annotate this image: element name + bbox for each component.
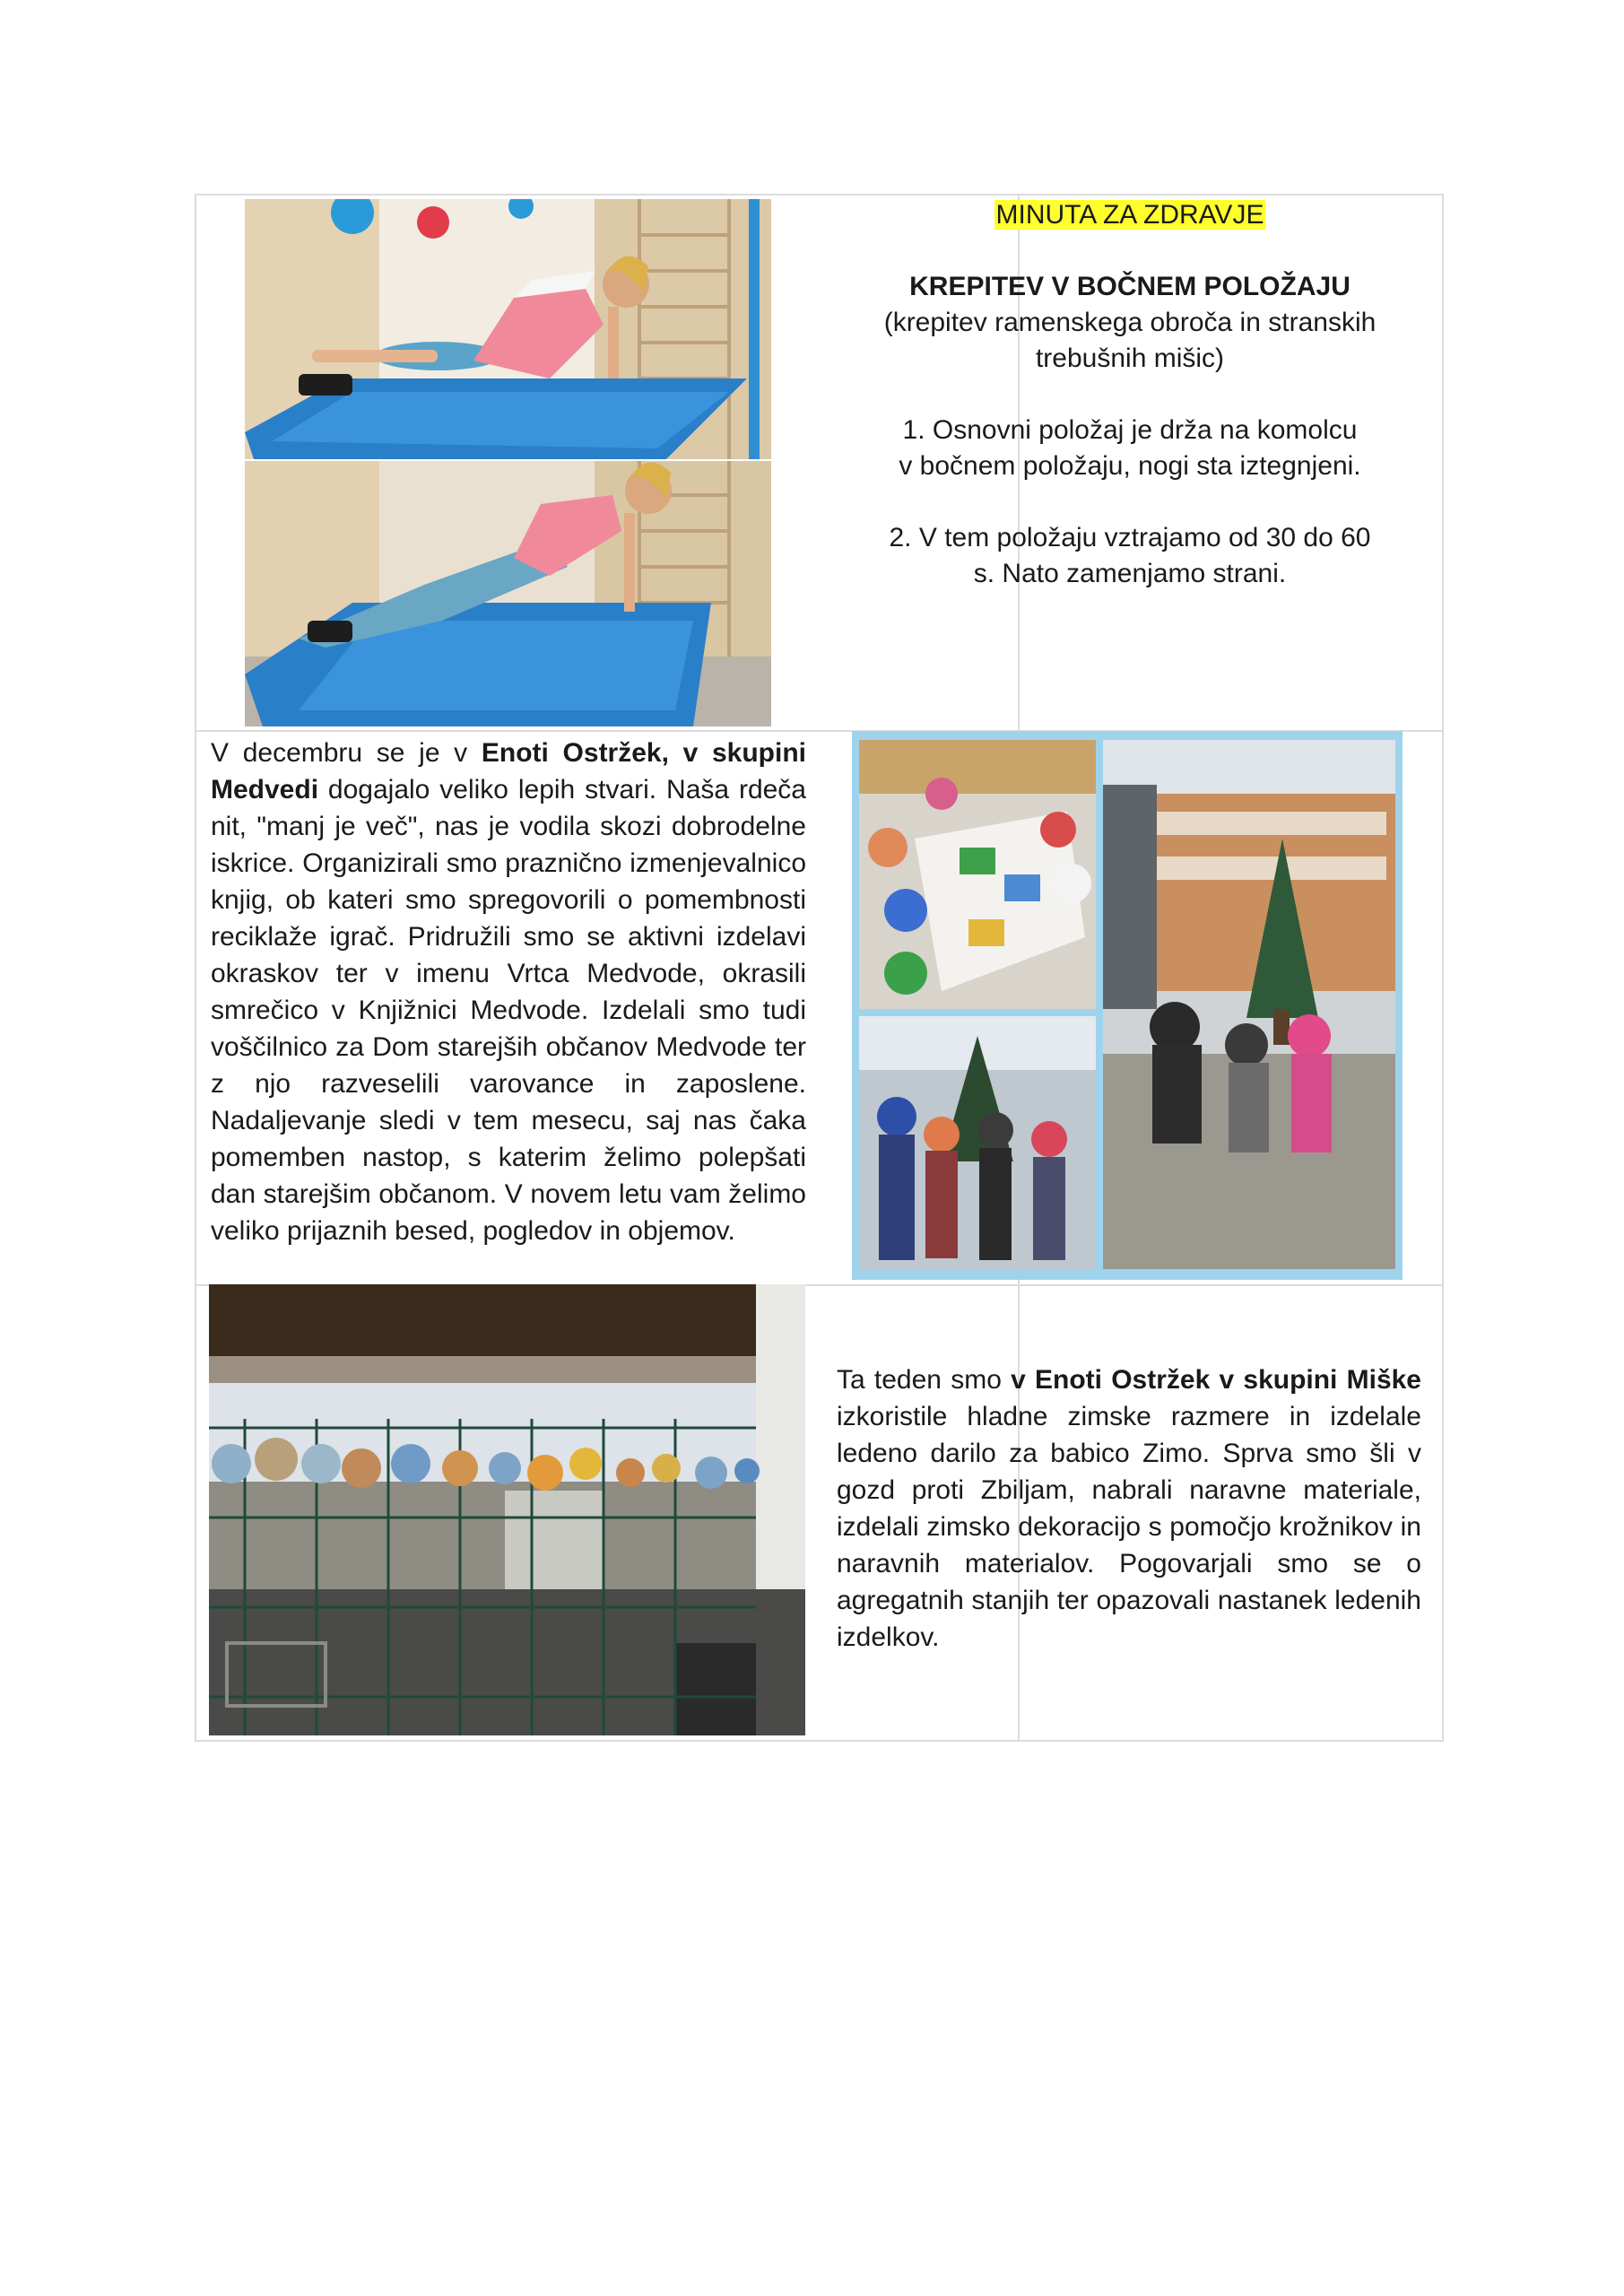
ice-decorations-photo bbox=[209, 1284, 805, 1735]
side-plank-photos bbox=[245, 199, 771, 726]
health-banner: MINUTA ZA ZDRAVJE bbox=[995, 200, 1264, 230]
miske-body: izkoristile hladne zimske razmere in izdelale ledeno darilo za babico Zimo. Sprva smo šli v gozd proti Zbiljam, nabrali naravne materiale, izdelali zimsko dekoracijo s pomočjo krožnikov in naravnih materialov. Pogovarjali smo se o agregatnih stanjih ter opazovali nastanek ledenih izdelkov. bbox=[837, 1402, 1421, 1652]
exercise-step-1: 1. Osnovni položaj je drža na komolcu v bočnem položaju, nogi sta iztegnjeni. bbox=[899, 415, 1361, 481]
medvedi-text-block bbox=[211, 735, 806, 1249]
miske-text-block bbox=[837, 1361, 1421, 1656]
medvedi-intro: V decembru se je v bbox=[211, 738, 482, 768]
exercise-step-2: 2. V tem položaju vztrajamo od 30 do 60 s. Nato zamenjamo strani. bbox=[889, 523, 1371, 588]
exercise-subtitle: (krepitev ramenskega obroča in stranskih trebušnih mišic) bbox=[883, 308, 1376, 373]
medvedi-unit: Enoti Ostržek, v skupini Medvedi bbox=[211, 738, 807, 804]
medvedi-collage bbox=[852, 731, 1403, 1280]
miske-unit: v Enoti Ostržek v skupini Miške bbox=[1011, 1365, 1421, 1395]
medvedi-body: dogajalo veliko lepih stvari. Naša rdeča nit, "manj je več", nas je vodila skozi dobrodelne iskrice. Organizirali smo praznično izmenjevalnico knjig, ob kateri smo spregovorili o pomembnosti reciklaže igrač. Pridružili smo se aktivni izdelavi okraskov ter v imenu Vrtca Medvode, okrasili smrečico v Knjižnici Medvode. Izdelali smo tudi voščilnico za Dom starejših občanov Medvode ter z njo razveselili varovance in zaposlene. Nadaljevanje sledi v tem mesecu, saj nas čaka pomemben nastop, s katerim želimo polepšati dan starejšim občanom. V novem letu vam želimo veliko prijaznih besed, pogledov in objemov. bbox=[211, 775, 806, 1246]
miske-intro: Ta teden smo bbox=[837, 1365, 1012, 1395]
exercise-title: KREPITEV V BOČNEM POLOŽAJU bbox=[909, 272, 1350, 301]
health-text-block bbox=[843, 197, 1417, 592]
